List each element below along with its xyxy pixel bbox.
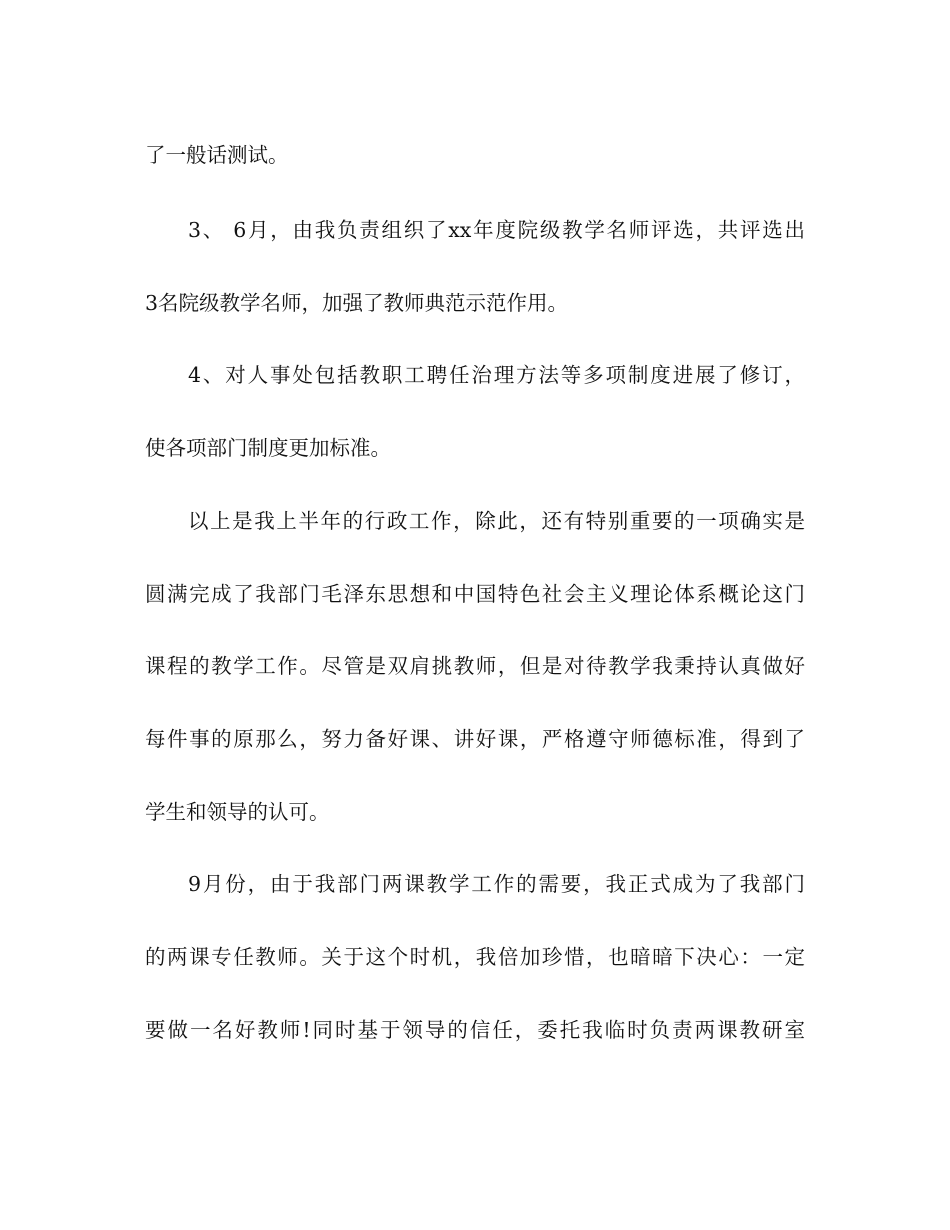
text-line: 3、 6月，由我负责组织了xx年度院级教学名师评选，共评选出 — [188, 218, 805, 242]
text-line: 的两课专任教师。关于这个时机，我倍加珍惜，也暗暗下决心：一定 — [145, 945, 805, 969]
text-line: 3名院级教学名师，加强了教师典范示范作用。 — [145, 291, 569, 315]
text-line: 了一般话测试。 — [145, 143, 289, 167]
text-line: 学生和领导的认可。 — [145, 800, 330, 824]
text-line: 以上是我上半年的行政工作，除此，还有特别重要的一项确实是 — [188, 509, 805, 533]
text-line: 使各项部门制度更加标准。 — [145, 436, 391, 460]
text-line: 9月份，由于我部门两课教学工作的需要，我正式成为了我部门 — [188, 872, 805, 896]
text-line: 圆满完成了我部门毛泽东思想和中国特色社会主义理论体系概论这门 — [145, 582, 805, 606]
text-line: 每件事的原那么，努力备好课、讲好课，严格遵守师德标准，得到了 — [145, 727, 805, 751]
text-line: 4、对人事处包括教职工聘任治理方法等多项制度进展了修订， — [188, 363, 805, 387]
text-line: 要做一名好教师!同时基于领导的信任，委托我临时负责两课教研室 — [145, 1018, 805, 1042]
text-line: 课程的教学工作。尽管是双肩挑教师，但是对待教学我秉持认真做好 — [145, 654, 805, 678]
